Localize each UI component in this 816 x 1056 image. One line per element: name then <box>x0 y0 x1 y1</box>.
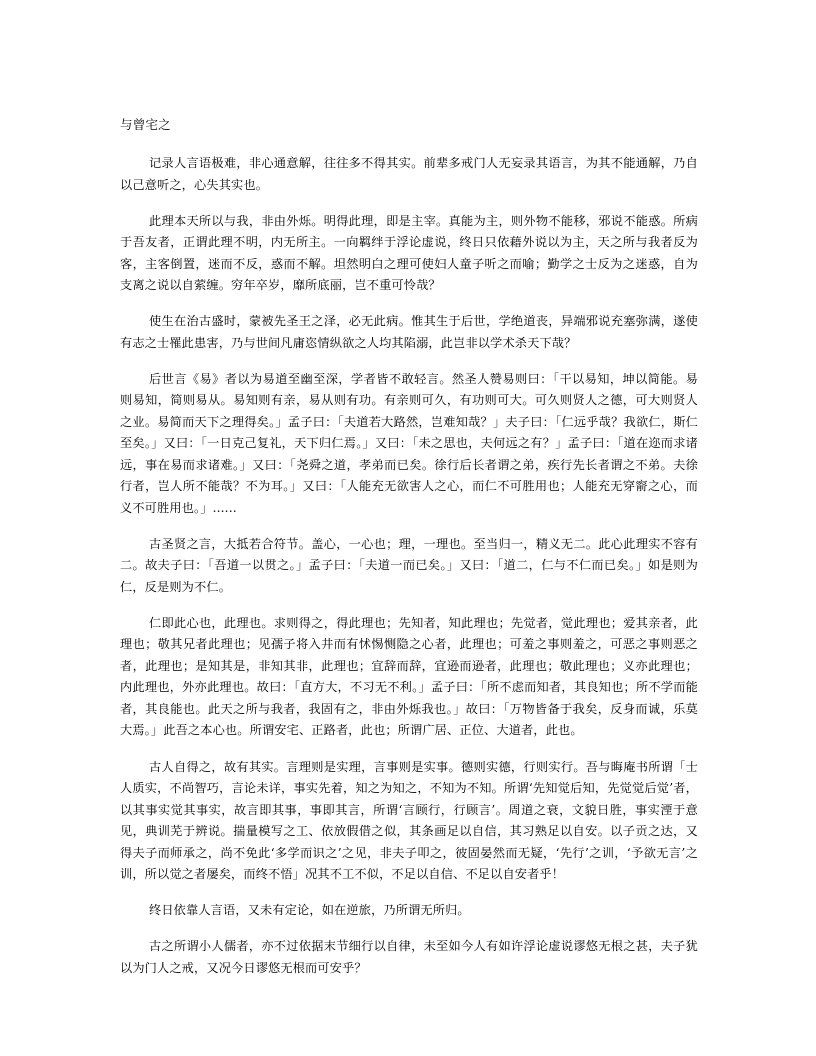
paragraph-1: 记录人言语极难，非心通意解，往往多不得其实。前辈多戒门人无妄录其语言，为其不能通解，乃自以己意听之，心失其实也。 <box>120 156 698 192</box>
paragraph-3: 使生在治古盛时，蒙被先圣王之泽，必无此病。惟其生于后世，学绝道丧，异端邪说充塞弥满，遂使有志之士罹此患害，乃与世间凡庸恣情纵欲之人均其陷溺，此岂非以学术杀天下哉？ <box>120 314 698 350</box>
paragraph-8: 终日依靠人言语，又未有定论，如在逆旅，乃所谓无所归。 <box>149 903 470 918</box>
paragraph-4: 后世言《易》者以为易道至幽至深，学者皆不敢轻言。然圣人赞易则曰：「干以易知，坤以简能。易则易知，简则易从。易知则有亲，易从则有功。有亲则可久，有功则可大。可久则贤人之德，可大则贤人之业。易简而天下之理得矣。」孟子曰：「夫道若大路然，岂难知哉？」夫子曰：「仁远乎哉？我欲仁，斯仁至矣。」又曰：「一日克己复礼，天下归仁焉。」又曰：「未之思也，夫何远之有？」孟子曰：「道在迩而求诸远，事在易而求诸难。」又曰：「尧舜之道，孝弟而已矣。徐行后长者谓之弟，疾行先长者谓之不弟。夫徐行者，岂人所不能哉？不为耳。」又曰：「人能充无欲害人之心，而仁不可胜用也；人能充无穿窬之心，而义不可胜用也。」...... <box>120 371 698 515</box>
paragraph-5: 古圣贤之言，大抵若合符节。盖心，一心也；理，一理也。至当归一，精义无二。此心此理实不容有二。故夫子曰：「吾道一以贯之。」孟子曰：「夫道一而已矣。」又曰：「道二，仁与不仁而已矣。」如是则为仁，反是则为不仁。 <box>120 536 698 594</box>
paragraph-9: 古之所谓小人儒者，亦不过依据末节细行以自律，未至如今人有如许浮论虚说谬悠无根之甚，夫子犹以为门人之戒，又况今日谬悠无根而可安乎？ <box>120 939 698 975</box>
paragraph-6: 仁即此心也，此理也。求则得之，得此理也；先知者，知此理也；先觉者，觉此理也；爱其亲者，此理也；敬其兄者此理也；见孺子将入井而有怵惕恻隐之心者，此理也；可羞之事则羞之，可恶之事则恶之者，此理也；是知其是，非知其非，此理也；宜辞而辞，宜逊而逊者，此理也；敬此理也；义亦此理也；内此理也，外亦此理也。故曰：「直方大，不习无不利。」孟子曰：「所不虑而知者，其良知也；所不学而能者，其良能也。此天之所与我者，我固有之，非由外烁我也。」故曰：「万物皆备于我矣，反身而诚，乐莫大焉。」此吾之本心也。所谓安宅、正路者，此也；所谓广居、正位、大道者，此也。 <box>120 615 698 738</box>
paragraph-2: 此理本天所以与我，非由外烁。明得此理，即是主宰。真能为主，则外物不能移，邪说不能惑。所病于吾友者，正谓此理不明，内无所主。一向羁绊于浮论虚说，终日只依藉外说以为主，天之所与我者反为客，主客倒置，迷而不反，惑而不解。坦然明白之理可使妇人童子听之而喻；勤学之士反为之迷惑，自为支离之说以自萦缠。穷年卒岁，靡所底丽，岂不重可怜哉？ <box>120 213 698 293</box>
document-title: 与曾宅之 <box>120 117 171 132</box>
document-page <box>120 115 698 994</box>
paragraph-7: 古人自得之，故有其实。言理则是实理，言事则是实事。德则实德，行则实行。吾与晦庵书所谓「士人质实，不尚智巧，言论未详，事实先着，知之为知之，不知为不知。所谓‘先知觉后知，先觉觉后觉’者，以其事实觉其事实，故言即其事，事即其言，所谓‘言顾行，行顾言’。周道之衰，文貌日胜，事实湮于意见，典训芜于辨说。揣量模写之工、依放假借之似，其条画足以自信，其习熟足以自安。以子贡之达，又得夫子而师承之，尚不免此‘多学而识之’之见，非夫子叩之，彼固晏然而无疑，‘先行’之训，‘予欲无言’之训，所以觉之者屡矣，而终不悟」况其不工不似，不足以自信、不足以自安者乎！ <box>120 759 698 882</box>
